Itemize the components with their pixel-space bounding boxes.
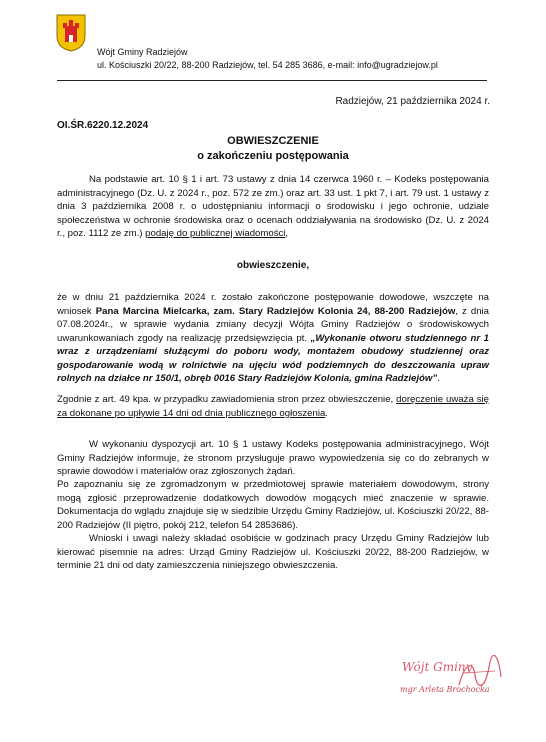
document-subtitle: o zakończeniu postępowania: [197, 150, 349, 162]
paragraph-rights: W wykonaniu dyspozycji art. 10 § 1 ustawy Kodeks postępowania administracyjnego, Wójt Gminy Radziejów informuje, że stronom przysługuje prawo wypowiedzenia się co do zebranych w sprawie dowodów i materiałów oraz zgłoszonych żądań.: [57, 439, 489, 477]
paragraph-legal-basis: [57, 173, 489, 241]
paragraph-documentation: Po zapoznaniu się ze zgromadzonym w przedmiotowej sprawie materiałem dowodowym, strony mogą zgłosić przeprowadzenie dodatkowych dowodów mogących mieć znaczenie w sprawie. Dokumentacja do wglądu znajduje się w siedzibie Urzędu Gminy Radziejów, ul. Kościuszki 20/22, 88-200 Radziejów (II piętro, pokój 212, telefon 54 2853686).: [57, 479, 489, 531]
p3-underlined: doręczenie uważa się za dokonane po upływie 14 dni od dnia publicznego ogłoszenia: [57, 394, 489, 419]
paragraph-delivery: [57, 393, 489, 420]
paragraph-proceeding: [57, 291, 489, 386]
document-title: OBWIESZCZENIE: [227, 135, 319, 147]
handwritten-signature: [455, 655, 505, 695]
signature-stamp-title: Wójt Gminy: [402, 660, 473, 674]
announcement-heading: obwieszczenie,: [236, 260, 310, 271]
p3-text: Zgodnie z art. 49 kpa. w przypadku zawiadomienia stron przez obwieszczenie,: [57, 394, 397, 405]
project-title: „Wykonanie otworu studziennego nr 1 wraz z urządzeniami służącymi do poboru wody, montażem obudowy studziennej oraz gospodarowanie wodą w rolnictwie na ujęciu wód podziemnych do deszczowania upraw rolnych na działce nr 150/1, obręb 0016 Stary Radziejów Kolonia, gmina Radziejów”: [57, 332, 489, 384]
case-reference: OI.ŚR.6220.12.2024: [57, 120, 149, 131]
p1-end: ,: [285, 228, 289, 239]
p1-underlined: podaję do publicznej wiadomości: [145, 228, 286, 239]
p1-text: Na podstawie art. 10 § 1 i art. 73 ustawy z dnia 14 czerwca 1960 r. – Kodeks postępowania administracyjnego (Dz. U. z 2024 r., poz. 572 ze zm.) oraz art. 33 ust. 1 pkt 7, i art. 79 ust. 1 ustawy z dnia 3 października 2008 r. o udostępnianiu informacji o środowisku i jego ochronie, udziale społeczeństwa w ochronie środowiska oraz o ocenach oddziaływania na środowisko (Dz. U. z 2024 r., poz. 1112 ze zm.): [57, 174, 489, 239]
p2-end: .: [437, 373, 440, 384]
office-address: ul. Kościuszki 20/22, 88-200 Radziejów, tel. 54 285 3686, e-mail: info@ugradziejow.pl: [97, 60, 438, 70]
p2-text-a: że w dniu 21 października 2024 r. zostało zakończone postępowanie dowodowe, wszczęte na wniosek: [57, 292, 489, 317]
office-name: Wójt Gminy Radziejów: [97, 47, 188, 57]
place-date: Radziejów, 21 października 2024 r.: [335, 96, 490, 107]
paragraph-submissions: Wnioski i uwagi należy składać osobiście w godzinach pracy Urzędu Gminy Radziejów lub kierować pisemnie na adres: Urząd Gminy Radziejów ul. Kościuszki 20/22, 88-200 Radziejów, w terminie 21 dni od daty zamieszczenia niniejszego obwieszczenia.: [57, 533, 489, 571]
municipal-coat-of-arms-icon: [56, 14, 86, 52]
p2-text-b: , z dnia 07.08.2024r., w sprawie wydania zmiany decyzji Wójta Gminy Radziejów o środowiskowych uwarunkowaniach zgody na realizację przedsięwzięcia pt.: [57, 305, 489, 344]
signature-stamp-name: mgr Arleta Brochocka: [400, 685, 490, 694]
applicant-name: Pana Marcina Mielcarka, zam. Stary Radziejów Kolonia 24, 88-200 Radziejów: [95, 305, 456, 317]
header-divider: [57, 80, 487, 81]
p3-end: .: [325, 407, 328, 419]
